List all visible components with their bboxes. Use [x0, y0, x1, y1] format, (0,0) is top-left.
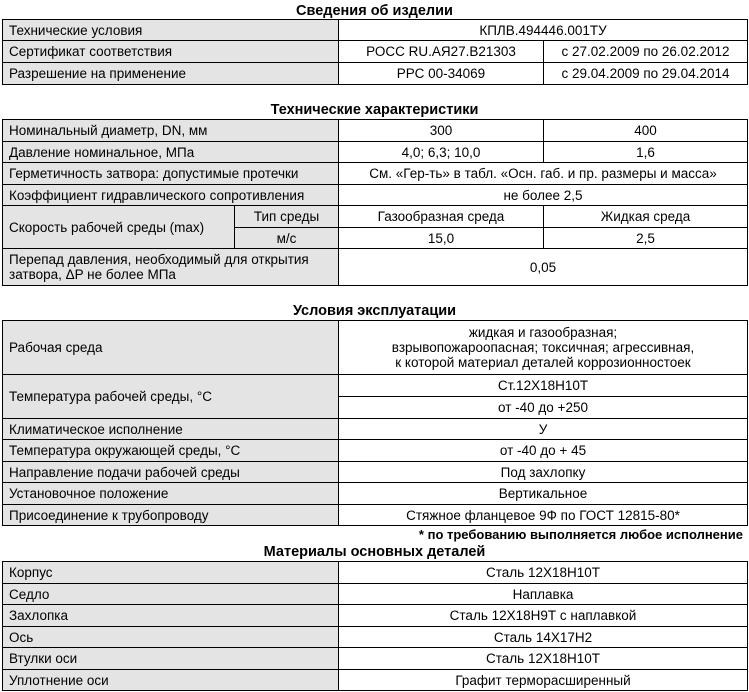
tech-label-tightness: Герметичность затвора: допустимые протечки	[3, 163, 339, 185]
tech-label-pressure: Давление номинальное, МПа	[3, 142, 339, 163]
info-table	[2, 19, 748, 85]
operation-label-connection: Присоединение к трубопроводу	[3, 505, 339, 526]
table-row	[3, 462, 748, 483]
tech-label-speed-unit: м/с	[235, 228, 339, 249]
materials-label-body: Корпус	[3, 562, 339, 584]
operation-medium-line-2: взрывопожароопасная; токсичная; агрессивная,	[391, 340, 695, 355]
tech-label-drop: Перепад давления, необходимый для открытия затвора, ΔP не более МПа	[3, 249, 339, 286]
materials-value-body: Сталь 12Х18Н10Т	[339, 562, 748, 584]
materials-label-seat: Седло	[3, 584, 339, 605]
operation-value-temp-material: Ст.12Х18Н10Т	[339, 375, 748, 397]
operation-value-medium	[339, 321, 748, 375]
materials-value-bushings: Сталь 12Х18Н10Т	[339, 648, 748, 670]
tech-table	[2, 119, 748, 286]
materials-label-bushings: Втулки оси	[3, 648, 339, 670]
table-row	[3, 627, 748, 648]
table-row	[3, 375, 748, 397]
section-title-tech: Технические характеристики	[270, 102, 479, 118]
tech-value-dn-400: 400	[544, 120, 748, 142]
materials-label-axis: Ось	[3, 627, 339, 648]
tech-value-pressure-400: 1,6	[544, 142, 748, 163]
section-title-info: Сведения об изделии	[296, 3, 453, 19]
section-title-operation: Условия эксплуатации	[292, 303, 457, 319]
table-row	[3, 321, 748, 375]
section-title-materials: Материалы основных деталей	[263, 544, 486, 560]
table-row	[3, 483, 748, 505]
materials-value-seal: Графит терморасширенный	[339, 670, 748, 691]
operation-label-ambient: Температура окружающей среды, °С	[3, 440, 339, 462]
operation-medium-line-1: жидкая и газообразная;	[468, 325, 618, 340]
table-row	[3, 584, 748, 605]
table-row	[3, 63, 748, 85]
table-row	[3, 419, 748, 440]
operation-label-climate: Климатическое исполнение	[3, 419, 339, 440]
table-row	[3, 163, 748, 185]
table-row	[3, 440, 748, 462]
table-row	[3, 206, 748, 228]
info-label-cert: Сертификат соответствия	[3, 41, 339, 63]
tech-label-speed: Скорость рабочей среды (max)	[3, 206, 235, 249]
tech-value-resistance: не более 2,5	[339, 185, 748, 206]
materials-table	[2, 561, 748, 691]
materials-value-flap: Сталь 12Х18Н9Т с наплавкой	[339, 605, 748, 627]
info-value-cert-number: РОСС RU.АЯ27.В21303	[339, 41, 544, 63]
info-label-tu: Технические условия	[3, 20, 339, 41]
table-row	[3, 562, 748, 584]
tech-value-pressure-300: 4,0; 6,3; 10,0	[339, 142, 544, 163]
table-row	[3, 120, 748, 142]
tech-value-dn-300: 300	[339, 120, 544, 142]
info-label-permit: Разрешение на применение	[3, 63, 339, 85]
info-value-cert-dates: с 27.02.2009 по 26.02.2012	[544, 41, 748, 63]
table-row	[3, 20, 748, 41]
tech-value-speed-gas: 15,0	[339, 228, 544, 249]
operation-value-direction: Под захлопку	[339, 462, 748, 483]
operation-table	[2, 320, 748, 526]
tech-label-resistance: Коэффициент гидравлического сопротивления	[3, 185, 339, 206]
tech-value-speed-gas-header: Газообразная среда	[339, 206, 544, 228]
info-value-permit-number: РРС 00-34069	[339, 63, 544, 85]
table-row	[3, 249, 748, 286]
materials-label-flap: Захлопка	[3, 605, 339, 627]
operation-value-position: Вертикальное	[339, 483, 748, 505]
materials-value-seat: Наплавка	[339, 584, 748, 605]
table-row	[3, 185, 748, 206]
tech-value-tightness: См. «Гер-ть» в табл. «Осн. габ. и пр. размеры и масса»	[339, 163, 748, 185]
table-row	[3, 41, 748, 63]
tech-value-drop: 0,05	[339, 249, 748, 286]
tech-value-speed-liquid-header: Жидкая среда	[544, 206, 748, 228]
materials-value-axis: Сталь 14Х17Н2	[339, 627, 748, 648]
operation-label-temp: Температура рабочей среды, °С	[3, 375, 339, 419]
info-value-permit-dates: с 29.04.2009 по 29.04.2014	[544, 63, 748, 85]
table-row	[3, 648, 748, 670]
table-row	[3, 605, 748, 627]
operation-value-connection: Стяжное фланцевое 9Ф по ГОСТ 12815-80*	[339, 505, 748, 526]
materials-label-seal: Уплотнение оси	[3, 670, 339, 691]
operation-footnote: * по требованию выполняется любое исполнение	[418, 527, 743, 542]
operation-value-climate: У	[339, 419, 748, 440]
tech-label-dn: Номинальный диаметр, DN, мм	[3, 120, 339, 142]
operation-label-direction: Направление подачи рабочей среды	[3, 462, 339, 483]
tech-label-speed-type: Тип среды	[235, 206, 339, 228]
info-value-tu: КПЛВ.494446.001ТУ	[339, 20, 748, 41]
tech-value-speed-liquid: 2,5	[544, 228, 748, 249]
operation-label-medium: Рабочая среда	[3, 321, 339, 375]
operation-medium-line-3: к которой материал деталей коррозионностоек	[395, 355, 691, 370]
table-row	[3, 505, 748, 526]
table-row	[3, 142, 748, 163]
operation-label-position: Установочное положение	[3, 483, 339, 505]
operation-value-ambient: от -40 до + 45	[339, 440, 748, 462]
table-row	[3, 670, 748, 691]
operation-value-temp-range: от -40 до +250	[339, 397, 748, 419]
